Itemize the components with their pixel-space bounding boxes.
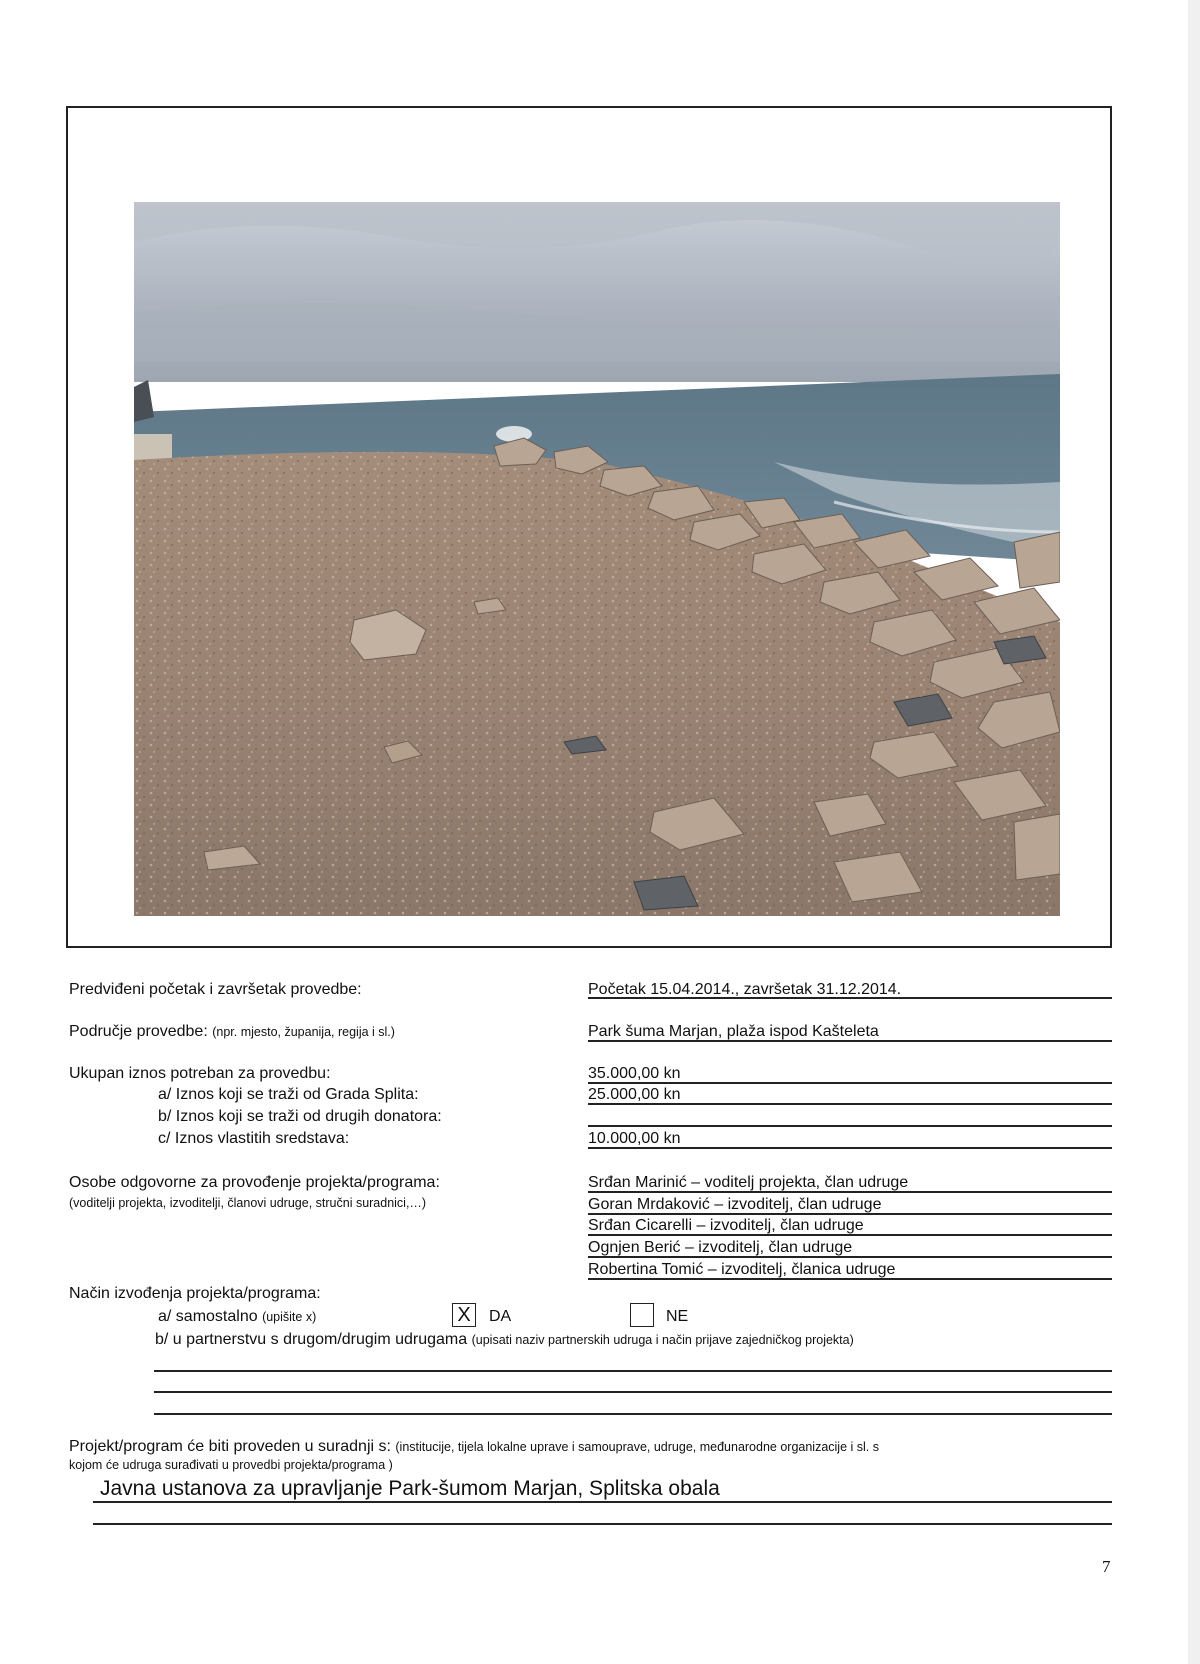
total-line [588, 1082, 1112, 1084]
mode-label: Način izvođenja projekta/programa: [69, 1285, 321, 1302]
area-value: Park šuma Marjan, plaža ispod Kašteleta [588, 1023, 879, 1040]
mode-a-text: a/ samostalno [158, 1308, 258, 1325]
mode-b-label [155, 1330, 854, 1350]
collab-label-text: Projekt/program će biti proveden u suradnji s: [69, 1438, 391, 1455]
mode-a-hint: (upišite x) [262, 1310, 317, 1324]
area-label [69, 1022, 395, 1042]
total-value: 35.000,00 kn [588, 1065, 681, 1082]
period-line [588, 997, 1112, 999]
person-1: Srđan Marinić – voditelj projekta, član udruge [588, 1174, 909, 1191]
page-margin [1188, 0, 1200, 1664]
mode-a-label [158, 1307, 316, 1327]
page-number: 7 [1102, 1557, 1111, 1576]
collab-line-2 [93, 1523, 1112, 1525]
collab-hint-2: kojom će udruga surađivati u provedbi projekta/programa ) [69, 1458, 393, 1472]
collab-value: Javna ustanova za upravljanje Park-šumom Marjan, Splitska obala [100, 1477, 720, 1500]
donors-amount-line [588, 1125, 1112, 1127]
person-line [588, 1213, 1112, 1215]
person-4: Ognjen Berić – izvoditelj, član udruge [588, 1239, 853, 1256]
person-line [588, 1256, 1112, 1258]
total-label: Ukupan iznos potreban za provedbu: [69, 1065, 331, 1082]
photo-frame [66, 106, 1112, 948]
persons-hint: (voditelji projekta, izvoditelji, članovi udruge, stručni suradnici,…) [69, 1196, 427, 1210]
beach-photo [134, 202, 1060, 916]
person-5: Robertina Tomić – izvoditelj, članica udruge [588, 1261, 896, 1278]
partner-line-2[interactable] [154, 1391, 1112, 1393]
yes-checkbox[interactable]: X [452, 1303, 476, 1327]
person-2: Goran Mrdaković – izvoditelj, član udruge [588, 1196, 882, 1213]
collab-hint-1: (institucije, tijela lokalne uprave i samouprave, udruge, međunarodne organizacije i sl. s [395, 1440, 879, 1454]
city-amount-value: 25.000,00 kn [588, 1086, 681, 1103]
no-checkbox[interactable] [630, 1303, 654, 1327]
area-hint: (npr. mjesto, županija, regija i sl.) [212, 1025, 395, 1039]
own-amount-label: c/ Iznos vlastitih sredstava: [158, 1130, 350, 1147]
period-label: Predviđeni početak i završetak provedbe: [69, 981, 362, 998]
person-line [588, 1234, 1112, 1236]
own-amount-line [588, 1147, 1112, 1149]
city-amount-line [588, 1103, 1112, 1105]
period-value: Početak 15.04.2014., završetak 31.12.2014. [588, 981, 902, 998]
collab-label [69, 1437, 879, 1457]
area-label-text: Područje provedbe: [69, 1023, 208, 1040]
person-3: Srđan Cicarelli – izvoditelj, član udruge [588, 1217, 864, 1234]
donors-amount-label: b/ Iznos koji se traži od drugih donatora: [158, 1108, 442, 1125]
person-line [588, 1191, 1112, 1193]
own-amount-value: 10.000,00 kn [588, 1130, 681, 1147]
no-label: NE [666, 1308, 689, 1325]
persons-label: Osobe odgovorne za provođenje projekta/programa: [69, 1174, 440, 1191]
person-line [588, 1278, 1112, 1280]
yes-label: DA [489, 1308, 512, 1325]
area-line [588, 1040, 1112, 1042]
collab-line-1 [93, 1501, 1112, 1503]
city-amount-label: a/ Iznos koji se traži od Grada Splita: [158, 1086, 419, 1103]
mode-b-hint: (upisati naziv partnerskih udruga i način prijave zajedničkog projekta) [471, 1333, 854, 1347]
partner-line-3[interactable] [154, 1413, 1112, 1415]
partner-line-1[interactable] [154, 1370, 1112, 1372]
mode-b-text: b/ u partnerstvu s drugom/drugim udrugama [155, 1331, 468, 1348]
